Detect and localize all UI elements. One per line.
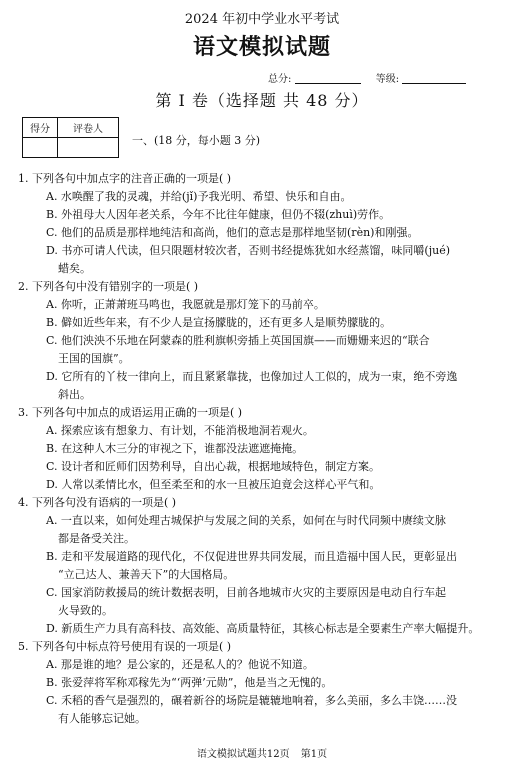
option-text: B. 僻如近些年来，有不少人是宣扬朦胧的，还有更多人是顺势朦胧的。 [46,316,392,329]
grade-blank[interactable] [402,73,466,84]
option-item [18,548,502,584]
option-continuation: 王国的国旗”。 [58,352,130,365]
option-item [18,422,502,440]
option-item [18,584,502,620]
section-heading: 一、(18 分，每小题 3 分) [132,134,261,147]
option-text: A. 你听，正萧萧班马鸣也，我愿就是那灯笼下的马前卒。 [46,298,325,311]
total-score-label: 总分: [268,74,292,85]
option-text: A. 探索应该有想象力、有计划，不能消极地洞若观火。 [46,424,314,437]
option-continuation: 火导致的。 [58,604,113,617]
option-text: D. 新质生产力具有高科技、高效能、高质量特征，其核心标志是全要素生产率大幅提升。 [46,622,480,635]
option-text: C. 他们泱泱不乐地在阿蒙森的胜利旗帜旁插上英国国旗——而姗姗来迟的“联合 [46,334,430,347]
option-item [18,476,502,494]
option-item [18,440,502,458]
option-item [18,188,502,206]
question-stem: 4. 下列各句没有语病的一项是( ) [18,496,177,509]
total-score-blank[interactable] [295,73,361,84]
question-stem: 3. 下列各句中加点的成语运用正确的一项是( ) [18,406,243,419]
option-item [18,296,502,314]
option-text: D. 人常以柔情比水，但至柔至和的水一旦被压迫竟会这样心平气和。 [46,478,381,491]
grader-label: 评卷人 [58,118,119,138]
option-text: A. 一直以来，如何处理古城保护与发展之间的关系，如何在与时代同频中赓续文脉 [46,514,446,527]
question-list [18,170,502,728]
exam-name: 2024 年初中学业水平考试 [184,12,340,27]
paper-title: 语文模拟试题 [192,34,331,60]
grader-cell[interactable] [58,138,119,158]
footer-page-count: 语文模拟试题共12页 [196,749,290,760]
question-stem: 2. 下列各句中没有错别字的一项是( ) [18,280,199,293]
question-stem: 1. 下列各句中加点字的注音正确的一项是( ) [18,172,232,185]
option-continuation: “立己达人、兼善天下”的大国格局。 [58,568,235,581]
volume-title: 第 I 卷（选择题 共 48 分） [155,91,369,110]
option-text: B. 在这种人木三分的审视之下，谁都没法遮遮掩掩。 [46,442,304,455]
grader-box [22,117,119,158]
option-text: C. 禾稻的香气是强烈的，碾着新谷的场院是辘辘地响着，多么美丽，多么丰饶……没 [46,694,458,707]
option-continuation: 蜡矣。 [58,262,91,275]
option-text: A. 水唤醒了我的灵魂，并给(jǐ)予我光明、希望、快乐和自由。 [46,190,352,203]
score-label: 得分 [23,118,58,138]
option-item [18,224,502,242]
score-cell[interactable] [23,138,58,158]
question-stem: 5. 下列各句中标点符号使用有误的一项是( ) [18,640,232,653]
option-text: B. 走和平发展道路的现代化，不仅促进世界共同发展，而且造福中国人民，更彰显出 [46,550,458,563]
option-item [18,512,502,548]
option-item [18,242,502,278]
footer-page-number: 第1页 [300,749,328,760]
grade-label: 等级: [375,74,400,85]
option-text: D. 它所有的丫枝一律向上，而且紧紧靠拢，也像加过人工似的，成为一束，绝不旁逸 [46,370,458,383]
score-line [268,70,466,85]
option-item [18,206,502,224]
page-footer [0,745,524,760]
option-item [18,656,502,674]
option-text: C. 设计者和匠师们因势利导，自出心裁，根据地域特色，制定方案。 [46,460,381,473]
option-text: A. 那是谁的地？是公家的，还是私人的？他说不知道。 [46,658,314,671]
option-item [18,620,502,638]
option-item [18,368,502,404]
option-item [18,674,502,692]
option-item [18,692,502,728]
option-text: B. 张爱萍将军称邓稼先为“‘两弹’元勋”，他是当之无愧的。 [46,676,333,689]
option-continuation: 都是备受关注。 [58,532,135,545]
option-text: C. 国家消防救援局的统计数据表明，目前各地城市火灾的主要原因是电动自行车起 [46,586,447,599]
option-text: B. 外祖母大人因年老关系，今年不比往年健康，但仍不辍(zhuì)劳作。 [46,208,391,221]
option-text: C. 他们的品质是那样地纯洁和高尚，他们的意志是那样地坚韧(rèn)和刚强。 [46,226,419,239]
option-item [18,314,502,332]
option-item [18,332,502,368]
option-continuation: 有人能够忘记她。 [58,712,146,725]
option-item [18,458,502,476]
option-continuation: 斜出。 [58,388,91,401]
option-text: D. 书亦可请人代读，但只限题材较次者，否则书经提炼犹如水经蒸馏，味同嚼(jué) [46,244,451,257]
